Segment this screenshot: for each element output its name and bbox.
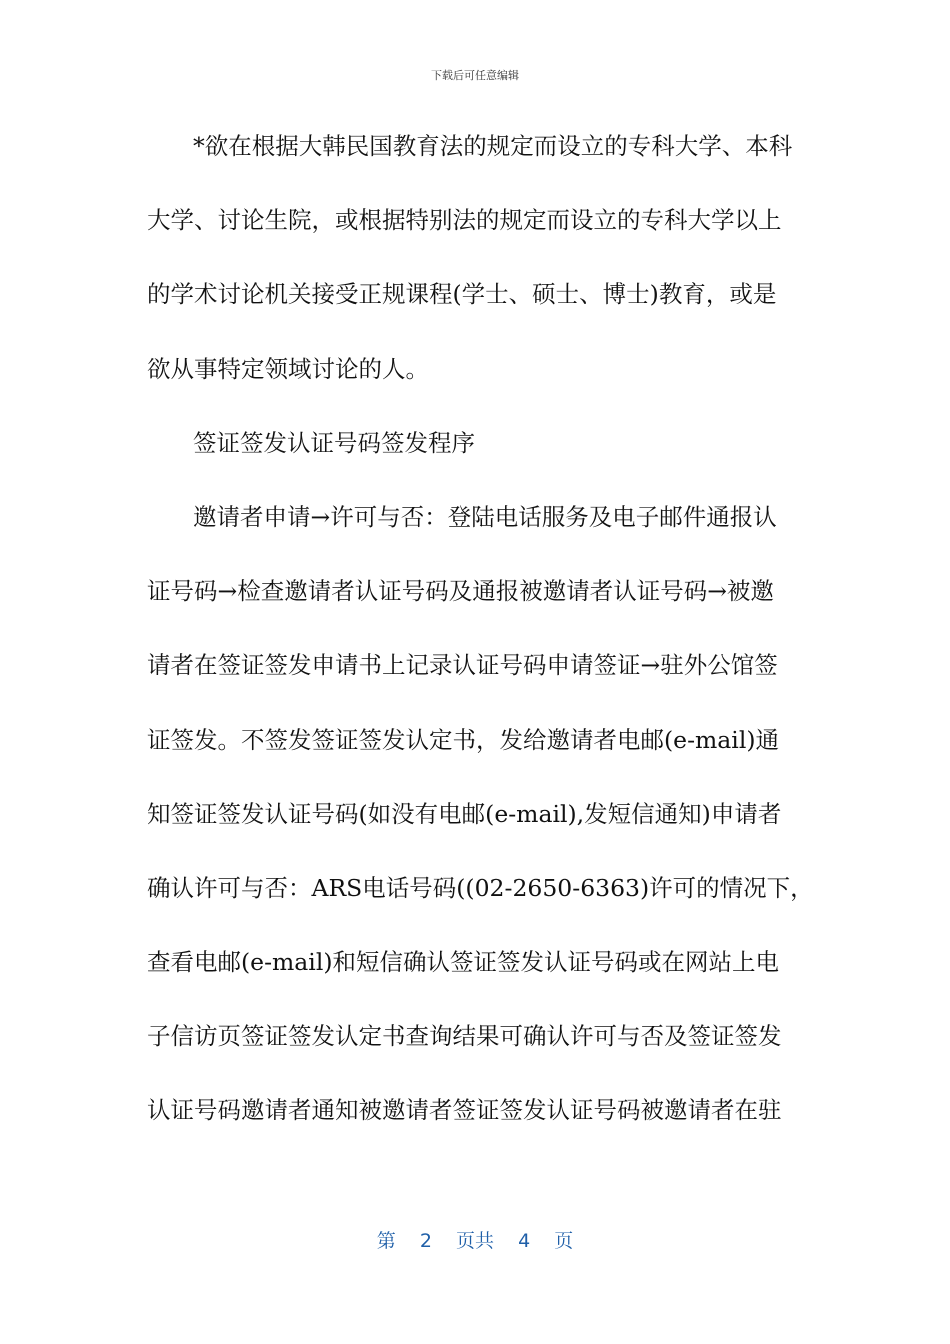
text-line: 认证号码邀请者通知被邀请者签证签发认证号码被邀请者在驻 xyxy=(147,1096,782,1125)
text-line: 大学、讨论生院，或根据特别法的规定而设立的专科大学以上 xyxy=(147,206,782,235)
text-line: 知签证签发认证号码(如没有电邮(e-mail),发短信通知)申请者 xyxy=(147,799,782,828)
text-line: 查看电邮(e-mail)和短信确认签证签发认证号码或在网站上电 xyxy=(147,948,780,977)
document-body xyxy=(147,122,814,1161)
text-line: 证号码→检查邀请者认证号码及通报被邀请者认证号码→被邀 xyxy=(147,577,774,606)
text-line: 请者在签证签发申请书上记录认证号码申请签证→驻外公馆签 xyxy=(147,651,778,680)
text-line: 子信访页签证签发认定书查询结果可确认许可与否及签证签发 xyxy=(147,1022,782,1051)
page-number-label: 第 2 页共 4 页 xyxy=(376,1230,574,1252)
text-line: *欲在根据大韩民国教育法的规定而设立的专科大学、本科 xyxy=(193,132,793,160)
text-line: 的学术讨论机关接受正规课程(学士、硕士、博士)教育，或是 xyxy=(147,280,777,309)
text-line: 证签发。不签发签证签发认定书，发给邀请者电邮(e-mail)通 xyxy=(147,725,780,754)
page-number-footer xyxy=(0,1226,950,1253)
header-note: 下载后可任意编辑 xyxy=(431,69,519,82)
text-line: 确认许可与否：ARS电话号码((02-2650-6363)许可的情况下， xyxy=(147,873,814,902)
section-heading: 签证签发认证号码签发程序 xyxy=(193,428,475,457)
text-line: 邀请者申请→许可与否：登陆电话服务及电子邮件通报认 xyxy=(193,502,777,531)
text-line: 欲从事特定领域讨论的人。 xyxy=(147,354,429,383)
